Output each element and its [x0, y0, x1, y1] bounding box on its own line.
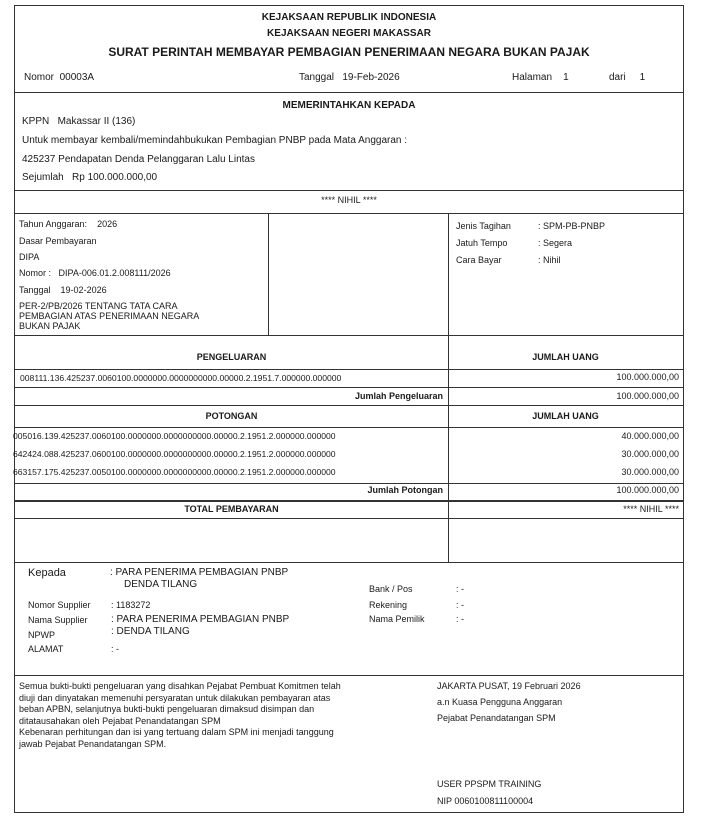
nama-penandatangan: USER PPSPM TRAINING	[437, 779, 542, 789]
peraturan-line: PEMBAGIAN ATAS PENERIMAAN NEGARA	[19, 311, 200, 321]
divider-vertical	[448, 213, 449, 335]
kepada-label: Kepada	[28, 567, 66, 579]
dari-field	[609, 72, 645, 83]
jumlah-potongan-value: 100.000.000,00	[616, 485, 679, 495]
tanggal-field	[299, 72, 400, 83]
divider	[15, 500, 683, 502]
peraturan-line: BUKAN PAJAK	[19, 321, 81, 331]
terbilang-text: **** NIHIL ****	[321, 195, 377, 205]
nip-penandatangan: NIP 0060100811100004	[437, 796, 534, 806]
total-pembayaran-value: **** NIHIL ****	[623, 504, 679, 514]
dipa-tanggal-value: 19-02-2026	[60, 285, 107, 295]
kppn-value: Makassar II (136)	[57, 116, 136, 127]
jatuh-tempo-label: Jatuh Tempo	[456, 238, 508, 248]
dipa-tanggal-label: Tanggal	[19, 285, 51, 295]
pernyataan-line: jawab Pejabat Penandatangan SPM.	[19, 738, 167, 749]
spm-document	[14, 5, 684, 813]
pernyataan-line: diuji dan dinyatakan memenuhi persyaratan untuk dilakukan pembayaran atas	[19, 692, 331, 703]
pernyataan-line: beban APBN, selanjutnya bukti-bukti pengeluaran dimaksud disimpan dan	[19, 704, 315, 714]
jumlah-pengeluaran-value: 100.000.000,00	[616, 391, 679, 401]
pernyataan-line: ditatausahakan oleh Pejabat Penandatangan SPM	[19, 715, 221, 726]
potongan-jumlah-header: JUMLAH UANG	[532, 411, 599, 421]
sejumlah-value: Rp 100.000.000,00	[72, 172, 158, 183]
nomor-supplier-label: Nomor Supplier	[28, 600, 91, 610]
bank-label: Bank / Pos	[369, 584, 413, 594]
instruction-text: Untuk membayar kembali/memindahbukukan Pembagian PNBP pada Mata Anggaran :	[22, 135, 408, 146]
pernyataan-line: Semua bukti-bukti pengeluaran yang disahkan Pejabat Pembuat Komitmen telah	[19, 681, 341, 691]
rekening-label: Rekening	[369, 600, 408, 610]
nomor-field	[24, 72, 94, 83]
bank-value: : -	[456, 584, 464, 594]
nama-pemilik-value: : -	[456, 614, 464, 624]
pengeluaran-jumlah-header: JUMLAH UANG	[532, 352, 599, 362]
potongan-jumlah: 40.000.000,00	[621, 431, 679, 441]
divider	[15, 675, 683, 676]
kepada-value-line1: : PARA PENERIMA PEMBAGIAN PNBP	[110, 567, 289, 578]
pengeluaran-header: PENGELUARAN	[196, 352, 267, 362]
org-line-1: KEJAKSAAN REPUBLIK INDONESIA	[261, 12, 437, 23]
dari-value: 1	[639, 72, 646, 83]
cara-bayar-label: Cara Bayar	[456, 255, 502, 265]
tanggal-value: 19-Feb-2026	[342, 72, 400, 83]
atas-nama: a.n Kuasa Pengguna Anggaran	[437, 697, 563, 707]
document-title: SURAT PERINTAH MEMBAYAR PEMBAGIAN PENERIMAAN NEGARA BUKAN PAJAK	[108, 45, 590, 59]
divider	[15, 483, 683, 484]
perintah-heading: MEMERINTAHKAN KEPADA	[282, 100, 416, 111]
tahun-anggaran-value: 2026	[97, 219, 118, 229]
jumlah-potongan-label: Jumlah Potongan	[367, 485, 443, 495]
nama-supplier-value: : PARA PENERIMA PEMBAGIAN PNBP	[111, 614, 290, 625]
sejumlah-label: Sejumlah	[22, 172, 64, 183]
peraturan-line: PER-2/PB/2026 TENTANG TATA CARA	[19, 301, 178, 311]
nomor-supplier-value: : 1183272	[111, 600, 151, 610]
kepada-value-line2: DENDA TILANG	[124, 579, 198, 590]
potongan-akun: 642424.088.425237.0600100.0000000.0000000000.00000.2.1951.2.000000.000000	[13, 449, 336, 459]
jumlah-pengeluaran-label: Jumlah Pengeluaran	[354, 391, 443, 401]
divider	[15, 92, 683, 93]
potongan-jumlah: 30.000.000,00	[621, 467, 679, 477]
jatuh-tempo-value: : Segera	[538, 238, 573, 248]
pengeluaran-jumlah: 100.000.000,00	[616, 372, 679, 382]
dipa-tanggal-field	[19, 285, 107, 295]
pengeluaran-akun: 008111.136.425237.0060100.0000000.0000000000.00000.2.1951.7.000000.000000	[20, 373, 342, 383]
mata-anggaran: 425237 Pendapatan Denda Pelanggaran Lalu Lintas	[22, 154, 255, 165]
kppn-field	[22, 116, 135, 127]
divider	[15, 405, 683, 406]
kppn-label: KPPN	[22, 116, 50, 127]
tanggal-label: Tanggal	[299, 72, 335, 83]
peraturan-text	[19, 301, 199, 331]
pernyataan-line: Kebenaran perhitungan dan isi yang tertuang dalam SPM ini menjadi tanggung	[19, 727, 334, 737]
potongan-jumlah: 30.000.000,00	[621, 449, 679, 459]
dipa-label: DIPA	[19, 252, 40, 262]
dipa-nomor-field	[19, 268, 171, 278]
alamat-value: : -	[111, 644, 119, 654]
cara-bayar-value: : Nihil	[538, 255, 561, 265]
total-pembayaran-label: TOTAL PEMBAYARAN	[184, 504, 279, 514]
dari-label: dari	[609, 72, 626, 83]
jenis-tagihan-label: Jenis Tagihan	[456, 221, 511, 231]
nomor-label: Nomor	[24, 72, 55, 83]
dasar-pembayaran-label: Dasar Pembayaran	[19, 236, 97, 246]
divider	[15, 518, 683, 519]
alamat-label: ALAMAT	[28, 644, 64, 654]
divider-vertical	[268, 213, 269, 335]
potongan-akun: 663157.175.425237.0050100.0000000.0000000000.00000.2.1951.2.000000.000000	[13, 467, 336, 477]
divider	[15, 335, 683, 336]
pernyataan-text	[19, 681, 341, 750]
dipa-nomor-label: Nomor :	[19, 268, 52, 278]
org-line-2: KEJAKSAAN NEGERI MAKASSAR	[267, 28, 431, 39]
potongan-akun: 005016.139.425237.0060100.0000000.0000000000.00000.2.1951.2.000000.000000	[13, 431, 336, 441]
tahun-anggaran-label: Tahun Anggaran:	[19, 219, 88, 229]
jabatan: Pejabat Penandatangan SPM	[437, 713, 556, 723]
jenis-tagihan-value: : SPM-PB-PNBP	[538, 221, 606, 231]
divider	[15, 369, 683, 370]
divider	[15, 387, 683, 388]
nama-pemilik-label: Nama Pemilik	[369, 614, 425, 624]
npwp-label: NPWP	[28, 630, 55, 640]
halaman-value: 1	[563, 72, 569, 83]
rekening-value: : -	[456, 600, 464, 610]
npwp-value: : DENDA TILANG	[111, 626, 190, 637]
nama-supplier-label: Nama Supplier	[28, 615, 88, 625]
halaman-field	[512, 72, 569, 83]
sejumlah-field	[22, 172, 157, 183]
divider	[15, 562, 683, 563]
divider	[15, 190, 683, 191]
dipa-nomor-value: DIPA-006.01.2.008111/2026	[58, 268, 171, 278]
divider	[15, 427, 683, 428]
tempat-tanggal: JAKARTA PUSAT, 19 Februari 2026	[437, 681, 581, 691]
divider	[15, 213, 683, 214]
halaman-label: Halaman	[512, 72, 553, 83]
tahun-anggaran-field	[19, 219, 117, 229]
potongan-header: POTONGAN	[205, 411, 258, 421]
nomor-value: 00003A	[59, 72, 95, 83]
